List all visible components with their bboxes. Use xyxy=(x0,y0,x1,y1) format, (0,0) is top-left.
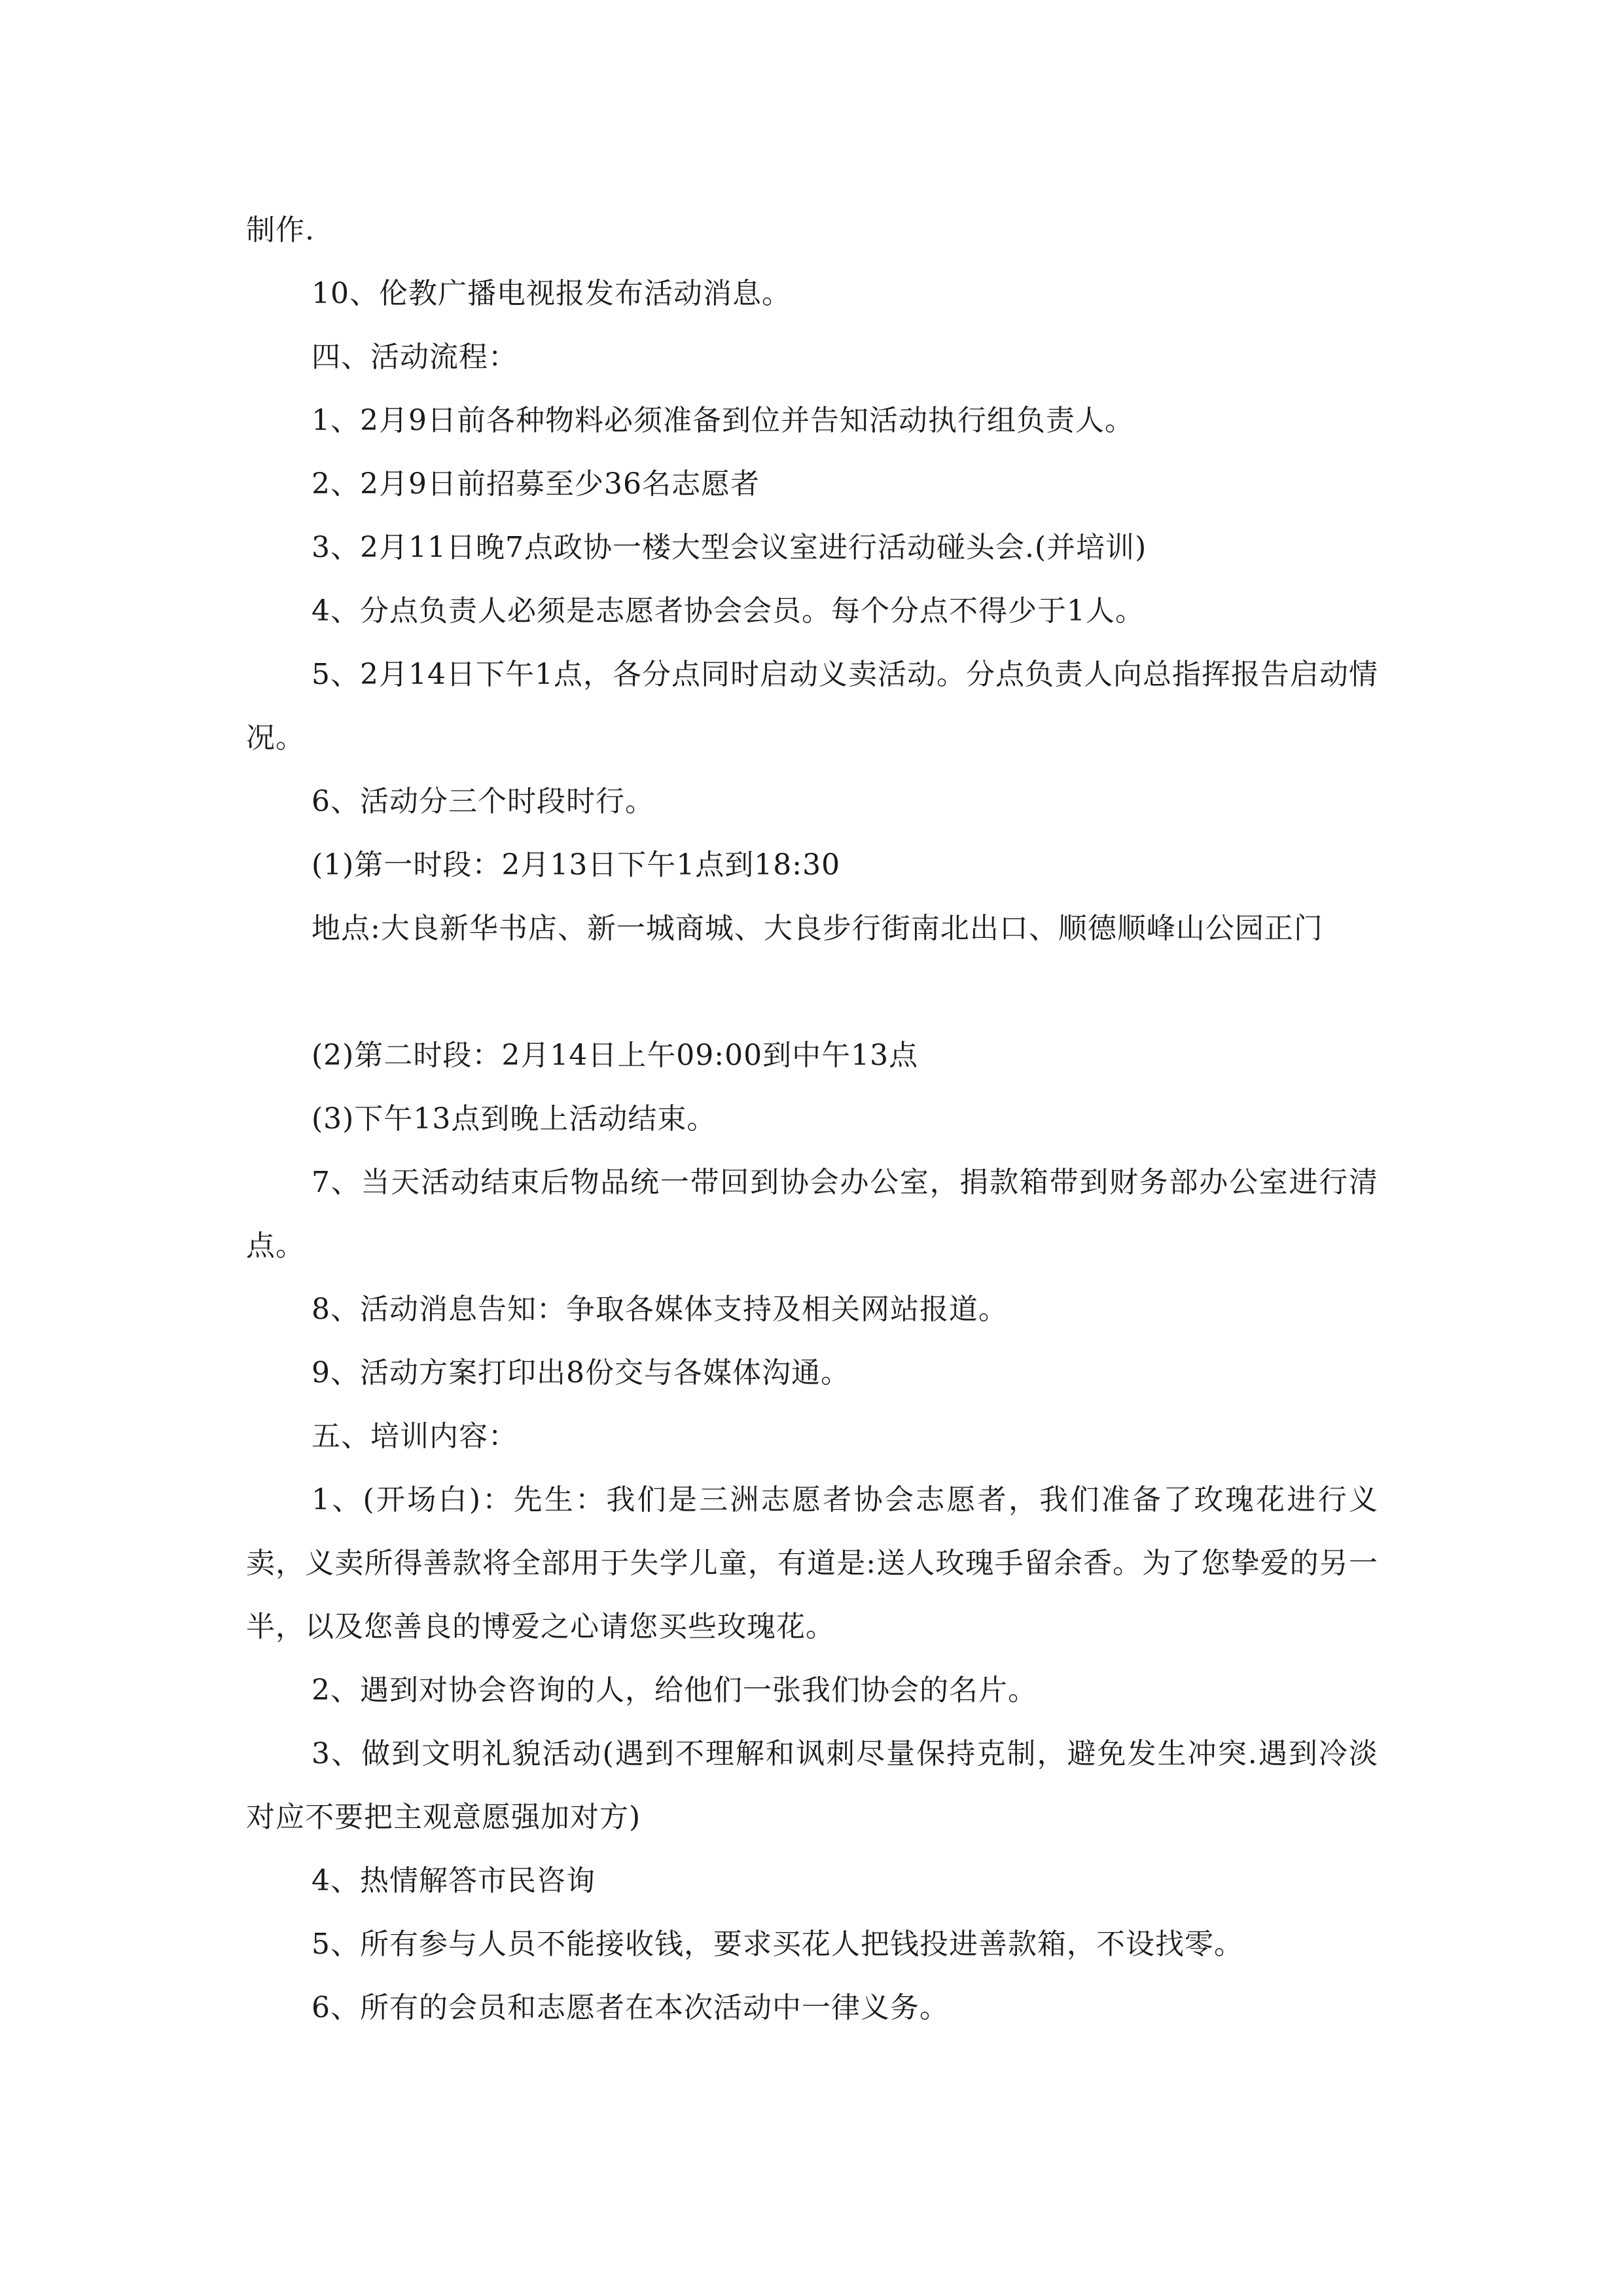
section-heading-training: 五、培训内容： xyxy=(312,1420,518,1453)
process-item-9: 9、活动方案打印出8份交与各媒体沟通。 xyxy=(312,1356,850,1390)
process-item-1: 1、2月9日前各种物料必须准备到位并告知活动执行组负责人。 xyxy=(312,404,1134,437)
process-item-2: 2、2月9日前招募至少36名志愿者 xyxy=(312,467,760,501)
training-item-2: 2、遇到对协会咨询的人，给他们一张我们协会的名片。 xyxy=(312,1674,1037,1707)
process-item-4: 4、分点负责人必须是志愿者协会会员。每个分点不得少于1人。 xyxy=(312,594,1145,628)
process-item-6: 6、活动分三个时段时行。 xyxy=(312,785,654,818)
time-slot-2: (2)第二时段：2月14日上午09:00到中午13点 xyxy=(312,1039,919,1072)
training-item-5: 5、所有参与人员不能接收钱，要求买花人把钱投进善款箱，不设找零。 xyxy=(312,1928,1243,1961)
section-heading-process: 四、活动流程： xyxy=(312,340,518,374)
paragraph-continuation: 制作. xyxy=(246,213,315,247)
paragraph-item-10: 10、伦教广播电视报发布活动消息。 xyxy=(312,277,791,310)
training-item-3: 3、做到文明礼貌活动(遇到不理解和讽刺尽量保持克制，避免发生冲突.遇到冷淡对应不要把主观意愿强加对方) xyxy=(246,1737,1378,1834)
training-item-4: 4、热情解答市民咨询 xyxy=(312,1864,596,1897)
time-slot-1: (1)第一时段：2月13日下午1点到18:30 xyxy=(312,848,841,882)
time-slot-3: (3)下午13点到晚上活动结束。 xyxy=(312,1102,717,1136)
location-list: 地点:大良新华书店、新一城商城、大良步行街南北出口、顺德顺峰山公园正门 xyxy=(312,912,1323,945)
process-item-3: 3、2月11日晚7点政协一楼大型会议室进行活动碰头会.(并培训) xyxy=(312,531,1147,564)
training-item-6: 6、所有的会员和志愿者在本次活动中一律义务。 xyxy=(312,1991,949,2024)
training-item-1: 1、(开场白)：先生：我们是三洲志愿者协会志愿者，我们准备了玫瑰花进行义卖，义卖所得善款将全部用于失学儿童，有道是:送人玫瑰手留余香。为了您挚爱的另一半，以及您善良的博爱之心请您买些玫瑰花。 xyxy=(246,1483,1378,1643)
process-item-8: 8、活动消息告知：争取各媒体支持及相关网站报道。 xyxy=(312,1293,1008,1326)
process-item-7: 7、当天活动结束后物品统一带回到协会办公室，捐款箱带到财务部办公室进行清点。 xyxy=(246,1166,1378,1263)
process-item-5: 5、2月14日下午1点，各分点同时启动义卖活动。分点负责人向总指挥报告启动情况。 xyxy=(246,658,1378,755)
